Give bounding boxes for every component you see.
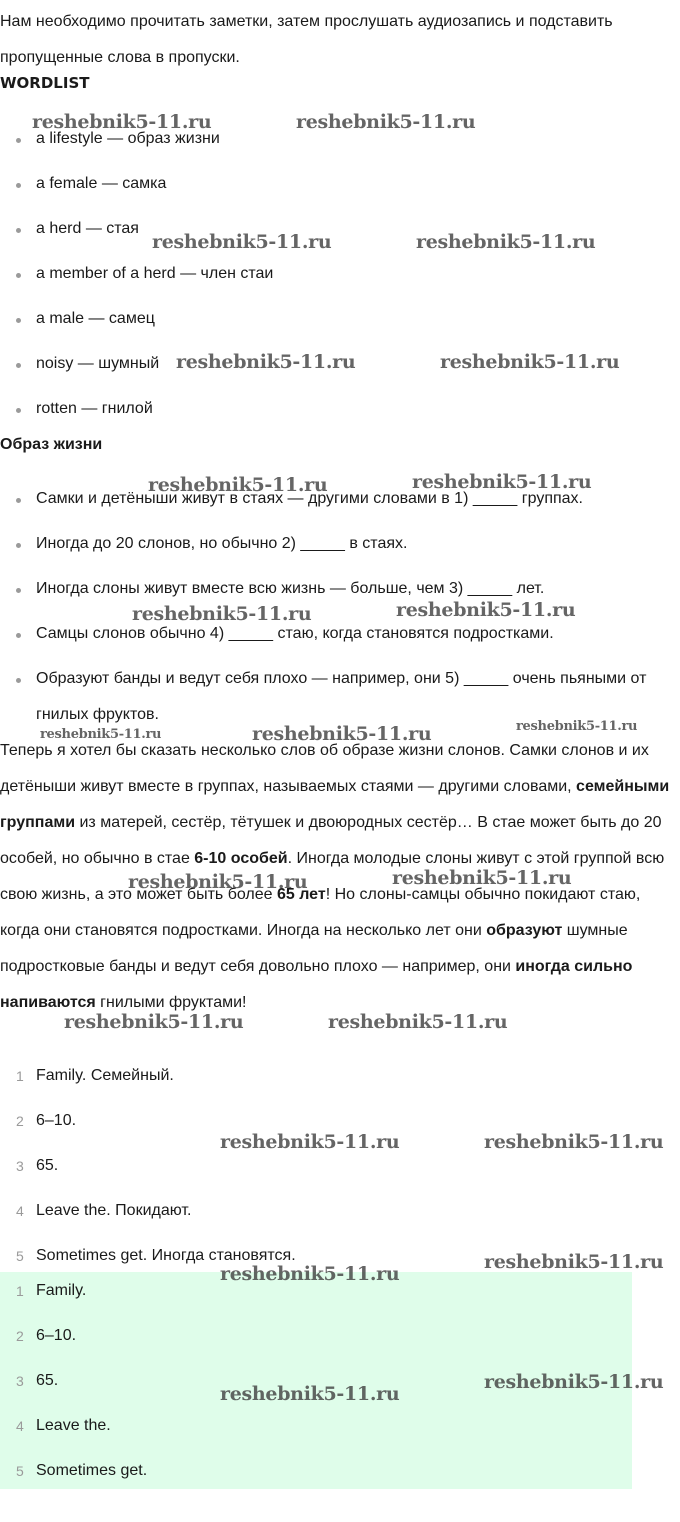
watermark: reshebnik5-11.ru	[128, 871, 308, 893]
item-number: 4	[16, 1203, 24, 1219]
paragraph-text: Теперь я хотел бы сказать несколько слов об образе жизни слонов. Самки слонов и их детёныши живут вместе в группах, называемых стаями — другими словами,	[0, 742, 649, 795]
list-item: rotten — гнилой	[0, 391, 273, 436]
answer-text: Family. Семейный.	[36, 1067, 174, 1084]
list-item: a lifestyle — образ жизни	[0, 121, 273, 166]
list-item	[0, 1058, 296, 1103]
list-item: Самцы слонов обычно 4) _____ стаю, когда становятся подростками.	[0, 616, 670, 652]
item-number: 5	[16, 1248, 24, 1264]
watermark: reshebnik5-11.ru	[220, 1131, 400, 1153]
watermark: reshebnik5-11.ru	[296, 111, 476, 133]
watermark: reshebnik5-11.ru	[392, 867, 572, 889]
list-item: Образуют банды и ведут себя плохо — например, они 5) _____ очень пьяными от гнилых фруктов.	[0, 661, 670, 733]
list-item: a female — самка	[0, 166, 273, 211]
answer-text: 6–10.	[36, 1112, 77, 1129]
list-item	[0, 1453, 147, 1498]
paragraph-text: из матерей, сестёр, тётушек и двоюродных сестёр… В стае может быть до 20 особей, но обычно в стае	[0, 814, 662, 867]
answer-text: Leave the.	[36, 1417, 111, 1434]
watermark: reshebnik5-11.ru	[516, 719, 638, 734]
bold-phrase: иногда сильно напиваются	[0, 958, 633, 1011]
list-item: noisy — шумный	[0, 346, 273, 391]
watermark: reshebnik5-11.ru	[484, 1131, 664, 1153]
watermark: reshebnik5-11.ru	[132, 603, 312, 625]
item-number: 5	[16, 1463, 24, 1479]
watermark: reshebnik5-11.ru	[396, 599, 576, 621]
list-item: Иногда до 20 слонов, но обычно 2) _____ в стаях.	[0, 526, 670, 562]
answer-text: Sometimes get.	[36, 1462, 148, 1479]
watermark: reshebnik5-11.ru	[484, 1251, 664, 1273]
paragraph-text: ! Но слоны-самцы обычно покидают стаю, когда они становятся подростками. Иногда на несколько лет они	[0, 886, 641, 939]
answer-text: 65.	[36, 1372, 59, 1389]
list-item	[0, 1148, 296, 1193]
watermark: reshebnik5-11.ru	[416, 231, 596, 253]
watermark: reshebnik5-11.ru	[440, 351, 620, 373]
wordlist-heading: WORDLIST	[0, 74, 90, 92]
list-item	[0, 1408, 147, 1453]
watermark: reshebnik5-11.ru	[64, 1011, 244, 1033]
item-number: 1	[16, 1283, 24, 1299]
paragraph-text: гнилыми фруктами!	[95, 994, 247, 1011]
item-number: 2	[16, 1328, 24, 1344]
watermark: reshebnik5-11.ru	[220, 1383, 400, 1405]
list-item	[0, 1318, 147, 1363]
list-item: a male — самец	[0, 301, 273, 346]
item-number: 2	[16, 1113, 24, 1129]
answer-text: Leave the. Покидают.	[36, 1202, 192, 1219]
watermark: reshebnik5-11.ru	[484, 1371, 664, 1393]
intro-text: Нам необходимо прочитать заметки, затем прослушать аудиозапись и подставить пропущенные слова в пропуски.	[0, 13, 613, 66]
list-item: a member of a herd — член стаи	[0, 256, 273, 301]
answers-list	[0, 1058, 296, 1283]
item-number: 1	[16, 1068, 24, 1084]
paragraph-text: . Иногда молодые слоны живут с этой группой всю свою жизнь, а это может быть более	[0, 850, 665, 903]
item-number: 3	[16, 1158, 24, 1174]
answer-text: Sometimes get. Иногда становятся.	[36, 1247, 296, 1264]
lifestyle-heading: Образ жизни	[0, 436, 103, 453]
item-number: 3	[16, 1373, 24, 1389]
list-item: Самки и детёныши живут в стаях — другими словами в 1) _____ группах.	[0, 481, 670, 517]
wordlist	[0, 121, 273, 436]
watermark: reshebnik5-11.ru	[220, 1263, 400, 1285]
watermark: reshebnik5-11.ru	[40, 727, 162, 742]
watermark: reshebnik5-11.ru	[328, 1011, 508, 1033]
watermark: reshebnik5-11.ru	[252, 723, 432, 745]
answer-text: 6–10.	[36, 1327, 77, 1344]
paragraph-text: шумные подростковые банды и ведут себя довольно плохо — например, они	[0, 922, 628, 975]
answer-text: 65.	[36, 1157, 59, 1174]
watermark: reshebnik5-11.ru	[176, 351, 356, 373]
list-item	[0, 1193, 296, 1238]
bold-phrase: образуют	[486, 922, 563, 939]
answer-text: Family.	[36, 1282, 87, 1299]
list-item	[0, 1273, 147, 1318]
final-answers-list	[0, 1273, 147, 1498]
bold-phrase: 6-10 особей	[194, 850, 288, 867]
list-item: Иногда слоны живут вместе всю жизнь — больше, чем 3) _____ лет.	[0, 571, 670, 607]
watermark: reshebnik5-11.ru	[412, 471, 592, 493]
bold-phrase: семейными группами	[0, 778, 670, 831]
bold-phrase: 65 лет	[276, 886, 326, 903]
item-number: 4	[16, 1418, 24, 1434]
watermark: reshebnik5-11.ru	[32, 111, 212, 133]
watermark: reshebnik5-11.ru	[152, 231, 332, 253]
list-item: a herd — стая	[0, 211, 273, 256]
list-item	[0, 1363, 147, 1408]
watermark: reshebnik5-11.ru	[148, 474, 328, 496]
